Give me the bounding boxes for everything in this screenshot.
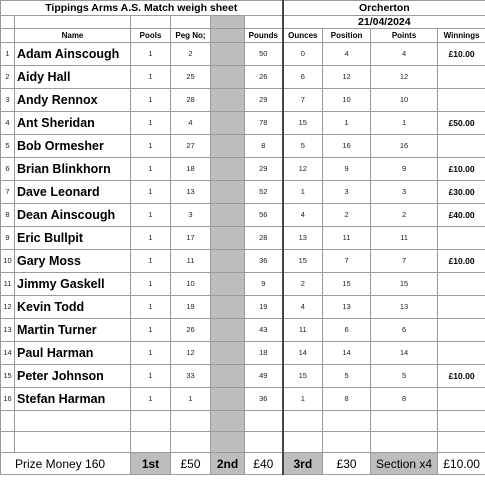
- grey-column-cell: [211, 43, 245, 66]
- prize-first-amount: £50: [171, 453, 211, 475]
- header-name: Name: [15, 29, 131, 43]
- points-value: 12: [371, 66, 438, 89]
- peg-value: 3: [171, 204, 211, 227]
- position-value: 14: [323, 342, 371, 365]
- grey-column-cell: [211, 181, 245, 204]
- points-value: 5: [371, 365, 438, 388]
- points-value: 6: [371, 319, 438, 342]
- header-pounds: Pounds: [245, 29, 283, 43]
- blank-cell: [371, 411, 438, 432]
- pounds-value: 43: [245, 319, 283, 342]
- table-row: [1, 273, 485, 296]
- competitor-name: Andy Rennox: [15, 89, 131, 112]
- table-row: [1, 227, 485, 250]
- blank-cell: [438, 432, 485, 453]
- row-number-header: [1, 29, 15, 43]
- header-ounces: Ounces: [283, 29, 323, 43]
- winnings-value: £10.00: [438, 365, 485, 388]
- header-points: Points: [371, 29, 438, 43]
- prize-section-label: Section x4: [371, 453, 438, 475]
- competitor-name: Stefan Harman: [15, 388, 131, 411]
- grey-column-cell: [211, 388, 245, 411]
- winnings-value: [438, 227, 485, 250]
- competitor-name: Paul Harman: [15, 342, 131, 365]
- row-number: 5: [1, 135, 15, 158]
- ounces-value: 6: [283, 66, 323, 89]
- competitor-name: Ant Sheridan: [15, 112, 131, 135]
- pounds-value: 36: [245, 388, 283, 411]
- pools-value: 1: [131, 181, 171, 204]
- pools-value: 1: [131, 250, 171, 273]
- blank-cell: [371, 432, 438, 453]
- competitor-name: Dave Leonard: [15, 181, 131, 204]
- grey-column-cell: [211, 342, 245, 365]
- position-value: 9: [323, 158, 371, 181]
- peg-value: 18: [171, 158, 211, 181]
- ounces-value: 13: [283, 227, 323, 250]
- position-value: 1: [323, 112, 371, 135]
- winnings-value: [438, 319, 485, 342]
- peg-value: 2: [171, 43, 211, 66]
- position-value: 8: [323, 388, 371, 411]
- winnings-value: [438, 388, 485, 411]
- blank-cell: [283, 432, 323, 453]
- pounds-value: 26: [245, 66, 283, 89]
- date-row-blank: [131, 16, 171, 29]
- position-value: 5: [323, 365, 371, 388]
- peg-value: 26: [171, 319, 211, 342]
- table-row: [1, 43, 485, 66]
- ounces-value: 4: [283, 204, 323, 227]
- row-number: 9: [1, 227, 15, 250]
- points-value: 3: [371, 181, 438, 204]
- points-value: 1: [371, 112, 438, 135]
- ounces-value: 1: [283, 388, 323, 411]
- grey-column-cell: [211, 365, 245, 388]
- table-row: [1, 89, 485, 112]
- winnings-value: [438, 296, 485, 319]
- ounces-value: 5: [283, 135, 323, 158]
- points-value: 8: [371, 388, 438, 411]
- table-row: [1, 342, 485, 365]
- peg-value: 19: [171, 296, 211, 319]
- grey-column-cell: [211, 411, 245, 432]
- prize-section-amount: £10.00: [438, 453, 485, 475]
- competitor-name: Brian Blinkhorn: [15, 158, 131, 181]
- winnings-value: [438, 66, 485, 89]
- row-number: 1: [1, 43, 15, 66]
- ounces-value: 14: [283, 342, 323, 365]
- peg-value: 13: [171, 181, 211, 204]
- pounds-value: 19: [245, 296, 283, 319]
- prize-second-amount: £40: [245, 453, 283, 475]
- blank-cell: [1, 432, 15, 453]
- points-value: 9: [371, 158, 438, 181]
- competitor-name: Jimmy Gaskell: [15, 273, 131, 296]
- blank-cell: [1, 411, 15, 432]
- peg-value: 10: [171, 273, 211, 296]
- row-number: 11: [1, 273, 15, 296]
- pools-value: 1: [131, 112, 171, 135]
- pools-value: 1: [131, 204, 171, 227]
- table-row: [1, 388, 485, 411]
- competitor-name: Gary Moss: [15, 250, 131, 273]
- winnings-value: £30.00: [438, 181, 485, 204]
- winnings-value: £10.00: [438, 250, 485, 273]
- pounds-value: 52: [245, 181, 283, 204]
- position-value: 4: [323, 43, 371, 66]
- grey-column-cell: [211, 158, 245, 181]
- prize-row: [1, 453, 485, 475]
- table-row: [1, 112, 485, 135]
- pools-value: 1: [131, 388, 171, 411]
- position-value: 6: [323, 319, 371, 342]
- blank-cell: [15, 411, 131, 432]
- pools-value: 1: [131, 319, 171, 342]
- blank-cell: [245, 411, 283, 432]
- blank-cell: [283, 411, 323, 432]
- winnings-value: £40.00: [438, 204, 485, 227]
- pools-value: 1: [131, 135, 171, 158]
- competitor-name: Eric Bullpit: [15, 227, 131, 250]
- pools-value: 1: [131, 89, 171, 112]
- pounds-value: 29: [245, 89, 283, 112]
- points-value: 11: [371, 227, 438, 250]
- peg-value: 28: [171, 89, 211, 112]
- winnings-value: [438, 273, 485, 296]
- points-value: 14: [371, 342, 438, 365]
- points-value: 2: [371, 204, 438, 227]
- position-value: 16: [323, 135, 371, 158]
- points-value: 16: [371, 135, 438, 158]
- blank-cell: [131, 411, 171, 432]
- table-row: [1, 204, 485, 227]
- table-row: [1, 158, 485, 181]
- position-value: 12: [323, 66, 371, 89]
- row-number: 14: [1, 342, 15, 365]
- peg-value: 25: [171, 66, 211, 89]
- grey-column-cell: [211, 296, 245, 319]
- pools-value: 1: [131, 342, 171, 365]
- row-number: 8: [1, 204, 15, 227]
- points-value: 7: [371, 250, 438, 273]
- competitor-name: Peter Johnson: [15, 365, 131, 388]
- position-value: 2: [323, 204, 371, 227]
- date-row-blank: [15, 16, 131, 29]
- blank-cell: [323, 432, 371, 453]
- prize-third-label: 3rd: [283, 453, 323, 475]
- peg-value: 17: [171, 227, 211, 250]
- winnings-value: [438, 342, 485, 365]
- pounds-value: 36: [245, 250, 283, 273]
- blank-cell: [245, 432, 283, 453]
- position-value: 3: [323, 181, 371, 204]
- winnings-value: £10.00: [438, 158, 485, 181]
- grey-column-cell: [211, 227, 245, 250]
- pools-value: 1: [131, 365, 171, 388]
- prize-money-label: Prize Money 160: [1, 453, 131, 475]
- ounces-value: 4: [283, 296, 323, 319]
- venue-name: Orcherton: [283, 1, 485, 16]
- header-pools: Pools: [131, 29, 171, 43]
- points-value: 15: [371, 273, 438, 296]
- pounds-value: 18: [245, 342, 283, 365]
- ounces-value: 11: [283, 319, 323, 342]
- header-position: Position: [323, 29, 371, 43]
- points-value: 13: [371, 296, 438, 319]
- row-number: 7: [1, 181, 15, 204]
- header-grey: [211, 29, 245, 43]
- header-winnings: Winnings: [438, 29, 485, 43]
- pools-value: 1: [131, 227, 171, 250]
- position-value: 13: [323, 296, 371, 319]
- ounces-value: 15: [283, 365, 323, 388]
- blank-cell: [438, 411, 485, 432]
- blank-cell: [171, 411, 211, 432]
- row-number: 10: [1, 250, 15, 273]
- position-value: 7: [323, 250, 371, 273]
- date-row-blank: [245, 16, 283, 29]
- grey-column-cell: [211, 89, 245, 112]
- pounds-value: 8: [245, 135, 283, 158]
- competitor-name: Aidy Hall: [15, 66, 131, 89]
- row-number-blank: [1, 16, 15, 29]
- pools-value: 1: [131, 66, 171, 89]
- sheet-title: Tippings Arms A.S. Match weigh sheet: [1, 1, 283, 16]
- peg-value: 11: [171, 250, 211, 273]
- ounces-value: 7: [283, 89, 323, 112]
- pounds-value: 49: [245, 365, 283, 388]
- table-row: [1, 365, 485, 388]
- table-row: [1, 66, 485, 89]
- pounds-value: 9: [245, 273, 283, 296]
- position-value: 11: [323, 227, 371, 250]
- pounds-value: 50: [245, 43, 283, 66]
- pools-value: 1: [131, 43, 171, 66]
- ounces-value: 1: [283, 181, 323, 204]
- points-value: 4: [371, 43, 438, 66]
- grey-column-cell: [211, 273, 245, 296]
- table-row: [1, 181, 485, 204]
- peg-value: 27: [171, 135, 211, 158]
- winnings-value: £50.00: [438, 112, 485, 135]
- competitor-name: Martin Turner: [15, 319, 131, 342]
- row-number: 3: [1, 89, 15, 112]
- row-number: 13: [1, 319, 15, 342]
- blank-cell: [15, 432, 131, 453]
- date-row-blank: [171, 16, 211, 29]
- winnings-value: £10.00: [438, 43, 485, 66]
- grey-column-cell: [211, 112, 245, 135]
- row-number: 16: [1, 388, 15, 411]
- grey-column-cell: [211, 66, 245, 89]
- grey-column-cell: [211, 319, 245, 342]
- pounds-value: 78: [245, 112, 283, 135]
- row-number: 6: [1, 158, 15, 181]
- pounds-value: 28: [245, 227, 283, 250]
- date-row-grey: [211, 16, 245, 29]
- peg-value: 4: [171, 112, 211, 135]
- pools-value: 1: [131, 296, 171, 319]
- row-number: 4: [1, 112, 15, 135]
- ounces-value: 2: [283, 273, 323, 296]
- peg-value: 12: [171, 342, 211, 365]
- blank-cell: [171, 432, 211, 453]
- pools-value: 1: [131, 273, 171, 296]
- ounces-value: 15: [283, 250, 323, 273]
- grey-column-cell: [211, 432, 245, 453]
- grey-column-cell: [211, 250, 245, 273]
- row-number: 2: [1, 66, 15, 89]
- blank-cell: [323, 411, 371, 432]
- points-value: 10: [371, 89, 438, 112]
- blank-cell: [131, 432, 171, 453]
- pools-value: 1: [131, 158, 171, 181]
- peg-value: 33: [171, 365, 211, 388]
- peg-value: 1: [171, 388, 211, 411]
- prize-third-amount: £30: [323, 453, 371, 475]
- ounces-value: 12: [283, 158, 323, 181]
- header-peg: Peg No;: [171, 29, 211, 43]
- table-row: [1, 250, 485, 273]
- ounces-value: 15: [283, 112, 323, 135]
- ounces-value: 0: [283, 43, 323, 66]
- grey-column-cell: [211, 135, 245, 158]
- row-number: 12: [1, 296, 15, 319]
- blank-row: [1, 411, 485, 432]
- position-value: 15: [323, 273, 371, 296]
- position-value: 10: [323, 89, 371, 112]
- grey-column-cell: [211, 204, 245, 227]
- blank-row: [1, 432, 485, 453]
- row-number: 15: [1, 365, 15, 388]
- competitor-name: Kevin Todd: [15, 296, 131, 319]
- winnings-value: [438, 89, 485, 112]
- table-row: [1, 319, 485, 342]
- pounds-value: 56: [245, 204, 283, 227]
- prize-first-label: 1st: [131, 453, 171, 475]
- competitor-name: Bob Ormesher: [15, 135, 131, 158]
- table-row: [1, 296, 485, 319]
- match-date: 21/04/2024: [283, 16, 485, 29]
- table-row: [1, 135, 485, 158]
- competitor-name: Adam Ainscough: [15, 43, 131, 66]
- pounds-value: 29: [245, 158, 283, 181]
- prize-second-label: 2nd: [211, 453, 245, 475]
- winnings-value: [438, 135, 485, 158]
- competitor-name: Dean Ainscough: [15, 204, 131, 227]
